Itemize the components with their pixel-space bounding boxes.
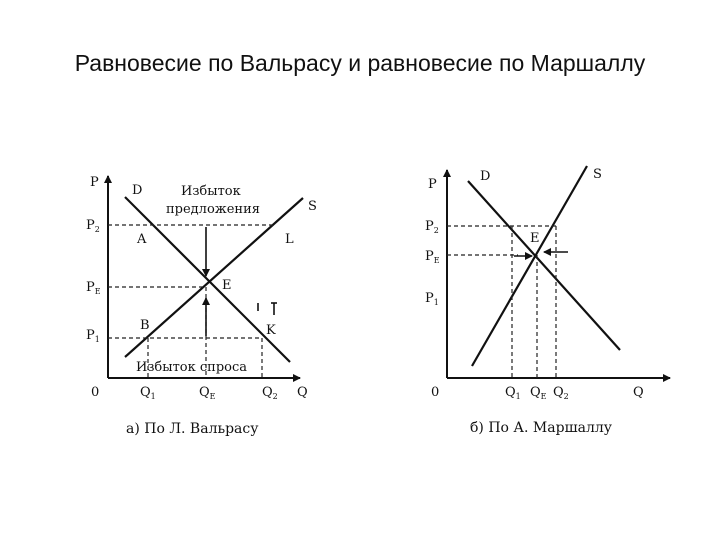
walras-surplus-label-line1: Избыток — [181, 184, 241, 199]
marshall-supply-curve — [472, 166, 587, 366]
walras-origin-label: 0 — [91, 385, 100, 400]
marshall-p2-label: $P_2$ — [425, 219, 439, 235]
walras-supply-curve — [125, 198, 303, 357]
marshall-d-label: D — [480, 169, 491, 184]
marshall-demand-curve — [468, 181, 620, 350]
walras-diagram — [86, 175, 317, 437]
marshall-diagram — [425, 166, 670, 436]
marshall-s-label: S — [593, 167, 602, 182]
marshall-qe-label: $Q_E$ — [530, 385, 547, 401]
walras-shortage-label: Избыток спроса — [136, 360, 248, 375]
marshall-q2-label: $Q_2$ — [553, 385, 569, 401]
walras-surplus-label-line2: предложения — [166, 202, 260, 217]
marshall-q1-label: $Q_1$ — [505, 385, 521, 401]
marshall-p-axis-label: P — [428, 177, 437, 192]
walras-pe-label: $P_E$ — [86, 280, 101, 296]
walras-point-k: K — [266, 323, 276, 338]
walras-q2-label: $Q_2$ — [262, 385, 278, 401]
marshall-caption: б) По А. Маршаллу — [470, 420, 612, 436]
walras-q1-label: $Q_1$ — [140, 385, 156, 401]
slide-title: Равновесие по Вальрасу и равновесие по Маршаллу — [74, 50, 646, 76]
marshall-point-e: E — [530, 231, 540, 246]
walras-s-label: S — [308, 199, 317, 214]
walras-p2-label: $P_2$ — [86, 218, 100, 234]
walras-point-a: A — [137, 232, 147, 247]
walras-point-l: L — [285, 232, 294, 247]
walras-caption: а) По Л. Вальрасу — [126, 421, 259, 437]
walras-q-axis-label: Q — [297, 385, 308, 400]
walras-d-label: D — [132, 183, 143, 198]
marshall-origin-label: 0 — [431, 385, 440, 400]
marshall-pe-label: $P_E$ — [425, 249, 440, 265]
walras-p-axis-label: P — [90, 175, 99, 190]
walras-point-b: B — [140, 318, 150, 333]
marshall-p1-label: $P_1$ — [425, 291, 439, 307]
marshall-q-axis-label: Q — [633, 385, 644, 400]
walras-qe-label: $Q_E$ — [199, 385, 216, 401]
walras-point-e: E — [222, 278, 232, 293]
walras-p1-label: $P_1$ — [86, 328, 100, 344]
